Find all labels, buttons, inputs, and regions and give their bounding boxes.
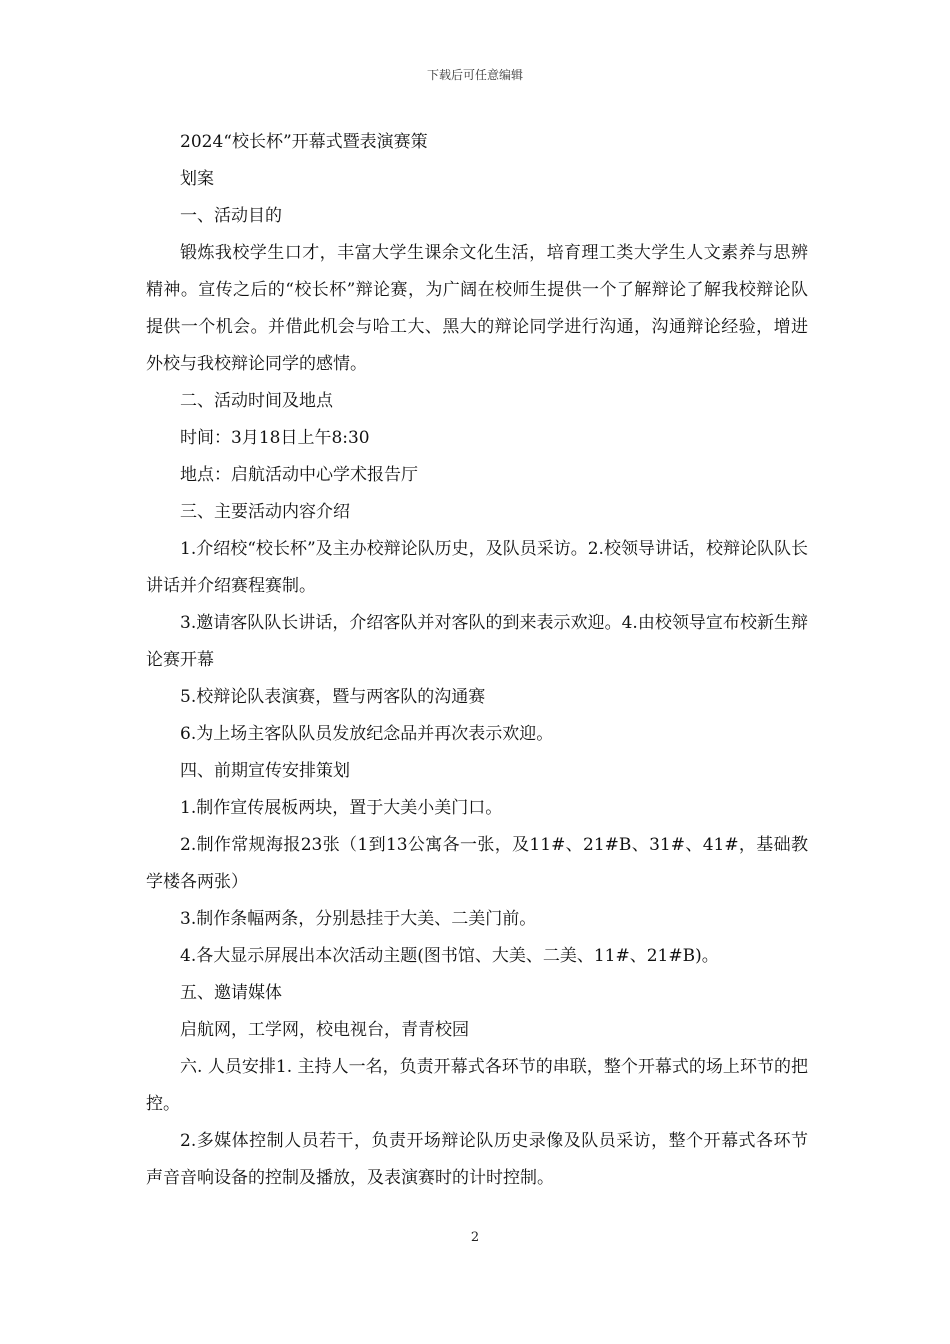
list-item-publicity-3: 3.制作条幅两条，分别悬挂于大美、二美门前。: [180, 909, 537, 929]
paragraph-purpose: 锻炼我校学生口才，丰富大学生课余文化生活，培育理工类大学生人文素养与思辨精神。宣传之后的“校长杯”辩论赛，为广阔在校师生提供一个了解辩论了解我校辩论队提供一个机会。并借此机会与哈工大、黑大的辩论同学进行沟通，沟通辩论经验，增进外校与我校辩论同学的感情。: [146, 243, 808, 374]
list-item-staff-2: 2.多媒体控制人员若干，负责开场辩论队历史录像及队员采访，整个开幕式各环节声音音响设备的控制及播放，及表演赛时的计时控制。: [146, 1131, 808, 1188]
paragraph-time: 时间：3月18日上午8:30: [180, 428, 370, 448]
document-title-line-1: 2024“校长杯”开幕式暨表演赛策: [180, 132, 428, 152]
section-heading-staff: 六. 人员安排1. 主持人一名，负责开幕式各环节的串联，整个开幕式的场上环节的把控。: [146, 1057, 808, 1114]
list-item-publicity-4: 4.各大显示屏展出本次活动主题(图书馆、大美、二美、11#、21#B)。: [180, 946, 719, 966]
document-title-line-2: 划案: [180, 169, 214, 189]
list-item-activity-1-2: 1.介绍校“校长杯”及主办校辩论队历史，及队员采访。2.校领导讲话，校辩论队队长讲话并介绍赛程赛制。: [146, 539, 808, 596]
list-item-activity-6: 6.为上场主客队队员发放纪念品并再次表示欢迎。: [180, 724, 554, 744]
section-heading-purpose: 一、活动目的: [180, 206, 282, 226]
list-item-activity-3-4: 3.邀请客队队长讲话，介绍客队并对客队的到来表示欢迎。4.由校领导宣布校新生辩论赛开幕: [146, 613, 808, 670]
section-heading-time-place: 二、活动时间及地点: [180, 391, 333, 411]
list-item-publicity-1: 1.制作宣传展板两块，置于大美小美门口。: [180, 798, 503, 818]
section-heading-activities: 三、主要活动内容介绍: [180, 502, 350, 522]
paragraph-place: 地点：启航活动中心学术报告厅: [180, 465, 418, 485]
list-item-publicity-2: 2.制作常规海报23张（1到13公寓各一张，及11#、21#B、31#、41#，基础教学楼各两张）: [146, 835, 808, 892]
list-item-activity-5: 5.校辩论队表演赛，暨与两客队的沟通赛: [180, 687, 486, 707]
paragraph-media: 启航网，工学网，校电视台，青青校园: [180, 1020, 469, 1040]
section-heading-publicity: 四、前期宣传安排策划: [180, 761, 350, 781]
page-number: 2: [470, 1230, 480, 1245]
document-body: [146, 124, 808, 1197]
page-header: 下载后可任意编辑: [426, 68, 523, 82]
section-heading-media: 五、邀请媒体: [180, 983, 282, 1003]
